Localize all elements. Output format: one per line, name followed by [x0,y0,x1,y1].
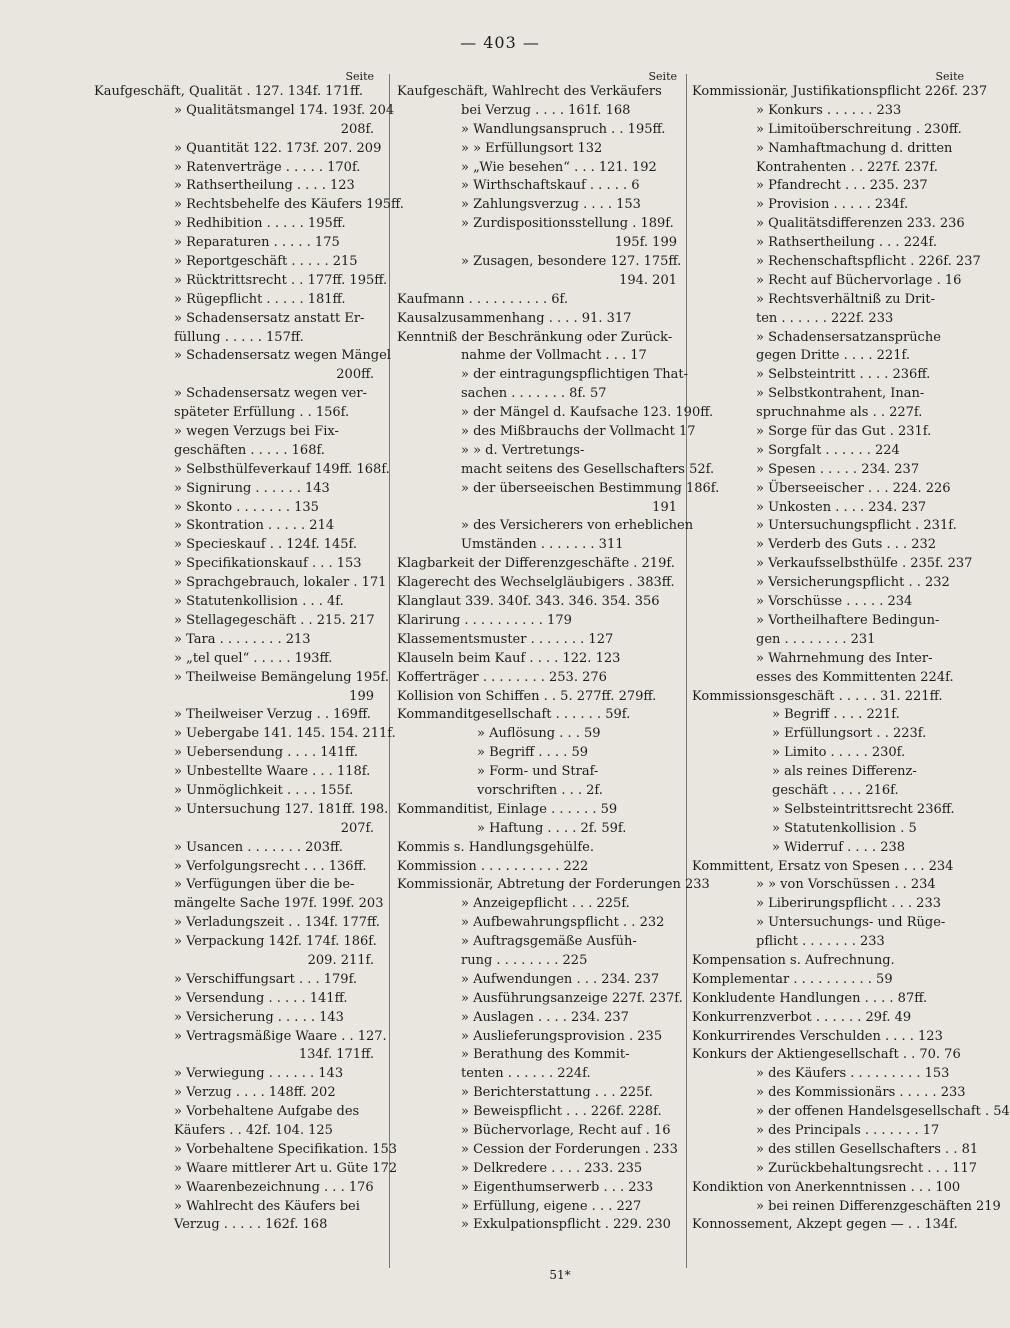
index-entry: Kommissionsgeschäft . . . . . 31. 221ff. [692,688,943,704]
index-entry: » Aufwendungen . . . 234. 237 [461,971,660,987]
index-entry: füllung . . . . . 157ff. [174,329,304,345]
column-divider [686,74,687,1268]
index-entry: » Selbsthülfeverkauf 149ff. 168f. [174,461,390,477]
index-entry: späteter Erfüllung . . 156f. [174,405,350,421]
index-entry: » Verwiegung . . . . . . 143 [174,1066,344,1082]
index-entry: Kommissionär, Abtretung der Forderungen 233 [397,877,710,893]
index-entry: rung . . . . . . . . 225 [461,952,588,968]
index-entry: » des Principals . . . . . . . 17 [756,1122,940,1138]
index-entry: Kommis s. Handlungsgehülfe. [397,839,594,855]
index-entry: » Pfandrecht . . . 235. 237 [756,178,928,194]
index-entry: Kontrahenten . . 227f. 237f. [756,159,938,175]
index-entry: » Zurückbehaltungsrecht . . . 117 [756,1160,978,1176]
index-entry: » Verfolgungsrecht . . . 136ff. [174,858,367,874]
index-entry: » Auflösung . . . 59 [477,726,601,742]
index-entry: Klanglaut 339. 340f. 343. 346. 354. 356 [397,594,660,610]
index-entry: geschäft . . . . 216f. [772,782,899,798]
index-entry: » Unbestellte Waare . . . 118f. [174,764,371,780]
index-entry: » Überseeischer . . . 224. 226 [756,480,951,496]
index-entry: » Untersuchung 127. 181ff. 198. [174,801,389,817]
index-entry: » Verfügungen über die be- [174,877,355,893]
index-entry: geschäften . . . . . 168f. [174,442,325,458]
index-entry: » » Erfüllungsort 132 [461,140,603,156]
index-entry: Kommanditgesellschaft . . . . . . 59f. [397,707,631,723]
seite-header: Seite [648,70,677,83]
index-entry: » Rücktrittsrecht . . 177ff. 195ff. [174,272,388,288]
index-entry: gegen Dritte . . . . 221f. [756,348,910,364]
index-entry: » Provision . . . . . 234f. [756,197,909,213]
index-entry: » Theilweise Bemängelung 195f. [174,669,389,685]
index-entry: » Wahlrecht des Käufers bei [174,1198,360,1214]
index-entry: » Statutenkollision . . . 4f. [174,594,344,610]
index-entry: » wegen Verzugs bei Fix- [174,424,339,440]
index-entry: » Cession der Forderungen . 233 [461,1141,678,1157]
index-entry: gen . . . . . . . . 231 [756,631,876,647]
index-column-2 [397,70,720,1288]
index-entry: » Selbsteintritt . . . . 236ff. [756,367,931,383]
index-entry: » Schadensersatz anstatt Er- [174,310,365,326]
index-entry: 199 [349,688,374,704]
index-entry: » Uebersendung . . . . 141ff. [174,745,358,761]
index-entry: 200ff. [336,367,374,383]
index-entry: esses des Kommittenten 224f. [756,669,954,685]
index-entry: macht seitens des Gesellschafters 52f. [461,461,715,477]
index-entry: » Auslagen . . . . 234. 237 [461,1009,629,1025]
index-entry: » Ratenverträge . . . . . 170f. [174,159,361,175]
index-entry: » als reines Differenz- [772,764,917,780]
index-column-1 [94,70,404,1288]
index-entry: » Wirthschaftskauf . . . . . 6 [461,178,640,194]
column-divider [389,74,390,1268]
index-column-3 [692,70,1010,1288]
index-entry: » Vertragsmäßige Waare . . 127. [174,1028,387,1044]
index-entry: » des Käufers . . . . . . . . . 153 [756,1066,950,1082]
index-entry: » Verzug . . . . 148ff. 202 [174,1085,336,1101]
index-entry: 208f. [340,121,374,137]
index-entry: » Ausführungsanzeige 227f. 237f. [461,990,683,1006]
index-entry: » „tel quel“ . . . . . 193ff. [174,650,333,666]
index-entry: 209. 211f. [307,952,374,968]
index-entry: 194. 201 [619,272,677,288]
index-entry: » Reparaturen . . . . . 175 [174,235,340,251]
index-entry: bei Verzug . . . . 161f. 168 [461,102,631,118]
index-entry: » Rathsertheilung . . . . 123 [174,178,355,194]
index-entry: » Waare mittlerer Art u. Güte 172 [174,1160,398,1176]
index-entry: vorschriften . . . 2f. [477,782,603,798]
index-entry: » Erfüllungsort . . 223f. [772,726,927,742]
index-entry: » Versicherungspflicht . . 232 [756,575,950,591]
index-entry: Konkludente Handlungen . . . . 87ff. [692,990,928,1006]
index-entry: » Specifikationskauf . . . 153 [174,556,362,572]
index-entry: Komplementar . . . . . . . . . . 59 [692,971,893,987]
index-entry: ten . . . . . . 222f. 233 [756,310,894,326]
index-entry: » » von Vorschüssen . . 234 [756,877,936,893]
index-entry: » Theilweiser Verzug . . 169ff. [174,707,371,723]
index-entry: » Rechtsbehelfe des Käufers 195ff. [174,197,404,213]
index-entry: » Wahrnehmung des Inter- [756,650,933,666]
index-entry: Kenntniß der Beschränkung oder Zurück- [397,329,673,345]
index-entry: » Begriff . . . . 59 [477,745,588,761]
index-entry: » Untersuchungspflicht . 231f. [756,518,957,534]
index-entry: 207f. [340,820,374,836]
index-entry: » Haftung . . . . 2f. 59f. [477,820,627,836]
index-entry: » Sorgfalt . . . . . . 224 [756,442,900,458]
index-entry: pflicht . . . . . . . 233 [756,934,885,950]
index-entry: » Rügepflicht . . . . . 181ff. [174,291,346,307]
index-entry: Kommissionär, Justifikationspflicht 226f. 237 [692,84,988,99]
index-entry: Kausalzusammenhang . . . . 91. 317 [397,310,632,326]
index-entry: » Schadensersatz wegen ver- [174,386,367,402]
index-entry: Käufers . . 42f. 104. 125 [174,1122,333,1138]
index-entry: » des stillen Gesellschafters . . 81 [756,1141,979,1157]
seite-header: Seite [345,70,374,83]
index-entry: » Skontration . . . . . 214 [174,518,335,534]
index-entry: » der überseeischen Bestimmung 186f. [461,480,720,496]
index-entry: » Qualitätsmangel 174. 193f. 204 [174,102,395,118]
index-entry: » Vorbehaltene Specifikation. 153 [174,1141,398,1157]
index-entry: Umständen . . . . . . . 311 [461,537,624,553]
index-entry: » Limito . . . . . 230f. [772,745,906,761]
index-entry: » der Mängel d. Kaufsache 123. 190ff. [461,405,714,421]
index-entry: » Limitoüberschreitung . 230ff. [756,121,962,137]
index-entry: nahme der Vollmacht . . . 17 [461,348,647,364]
index-entry: Kollision von Schiffen . . 5. 277ff. 279ff. [397,688,657,704]
index-entry: 195f. 199 [614,235,677,251]
index-entry: » Waarenbezeichnung . . . 176 [174,1179,374,1195]
index-entry: » Rathsertheilung . . . 224f. [756,235,937,251]
index-entry: » Berichterstattung . . . 225f. [461,1085,653,1101]
page-footer: 51* [549,1268,571,1282]
index-entry: » Selbsteintrittsrecht 236ff. [772,801,955,817]
index-entry: » Begriff . . . . 221f. [772,707,900,723]
index-entry: » Redhibition . . . . . 195ff. [174,216,346,232]
index-entry: Kommittent, Ersatz von Spesen . . . 234 [692,858,954,874]
index-entry: » Rechtsverhältniß zu Drit- [756,291,935,307]
index-entry: » Vorschüsse . . . . . 234 [756,594,913,610]
index-entry: Kommission . . . . . . . . . . 222 [397,858,589,874]
index-entry: » Skonto . . . . . . . 135 [174,499,319,515]
seite-header: Seite [935,70,964,83]
index-entry: » Zahlungsverzug . . . . 153 [461,197,641,213]
index-entry: » Exkulpationspflicht . 229. 230 [461,1217,671,1233]
index-entry: » Zusagen, besondere 127. 175ff. [461,254,682,270]
index-entry: tenten . . . . . . 224f. [461,1066,591,1082]
index-entry: » Signirung . . . . . . 143 [174,480,330,496]
index-entry: » Unkosten . . . . 234. 237 [756,499,927,515]
index-entry: Kompensation s. Aufrechnung. [692,952,895,968]
index-entry: » Specieskauf . . 124f. 145f. [174,537,358,553]
index-entry: » Tara . . . . . . . . 213 [174,631,311,647]
index-entry: mängelte Sache 197f. 199f. 203 [174,896,384,912]
index-entry: » Recht auf Büchervorlage . 16 [756,272,962,288]
index-entry: » Versendung . . . . . 141ff. [174,990,348,1006]
index-entry: sachen . . . . . . . 8f. 57 [461,386,607,402]
index-entry: » Verschiffungsart . . . 179f. [174,971,358,987]
index-entry: » Erfüllung, eigene . . . 227 [461,1198,642,1214]
index-entry: 134f. 171ff. [298,1047,374,1063]
index-entry: » Qualitätsdifferenzen 233. 236 [756,216,965,232]
index-entry: » Wandlungsanspruch . . 195ff. [461,121,666,137]
index-entry: » Stellagegeschäft . . 215. 217 [174,612,375,628]
index-entry: » Vortheilhaftere Bedingun- [756,612,940,628]
index-entry: Konkurrenzverbot . . . . . . 29f. 49 [692,1009,912,1025]
index-entry: » Widerruf . . . . 238 [772,839,906,855]
index-entry: » Beweispflicht . . . 226f. 228f. [461,1104,662,1120]
index-entry: Klassementsmuster . . . . . . . 127 [397,631,614,647]
index-entry: Kaufgeschäft, Wahlrecht des Verkäufers [397,84,662,99]
index-entry: » Auftragsgemäße Ausfüh- [461,934,637,950]
index-entry: » der eintragungspflichtigen That- [461,367,689,383]
index-entry: » Rechenschaftspflicht . 226f. 237 [756,254,981,270]
index-entry: Kondiktion von Anerkenntnissen . . . 100 [692,1179,961,1195]
index-entry: » Anzeigepflicht . . . 225f. [461,896,630,912]
index-entry: » Usancen . . . . . . . 203ff. [174,839,343,855]
index-entry: Kaufmann . . . . . . . . . . 6f. [397,291,568,307]
index-entry: » Sorge für das Gut . 231f. [756,424,932,440]
index-entry: spruchnahme als . . 227f. [756,405,923,421]
index-entry: » Delkredere . . . . 233. 235 [461,1160,643,1176]
index-entry: » Schadensersatzansprüche [756,329,941,345]
index-entry: » Eigenthumserwerb . . . 233 [461,1179,654,1195]
index-entry: » Berathung des Kommit- [461,1047,630,1063]
index-entry: » » d. Vertretungs- [461,442,585,458]
index-entry: » des Versicherers von erheblichen [461,518,694,534]
index-entry: » „Wie besehen“ . . . 121. 192 [461,159,657,175]
index-entry: » Verpackung 142f. 174f. 186f. [174,934,377,950]
index-entry: » Vorbehaltene Aufgabe des [174,1104,360,1120]
index-entry: » Namhaftmachung d. dritten [756,140,953,156]
index-entry: Konkurs der Aktiengesellschaft . . 70. 76 [692,1047,961,1063]
index-entry: » der offenen Handelsgesellschaft . 54 [756,1104,1010,1120]
index-entry: » Verladungszeit . . 134f. 177ff. [174,915,380,931]
index-entry: Kaufgeschäft, Qualität . 127. 134f. 171ff. [94,84,363,99]
index-entry: Klauseln beim Kauf . . . . 122. 123 [397,650,621,666]
index-entry: » Verkaufsselbsthülfe . 235f. 237 [756,556,973,572]
index-entry: Klagerecht des Wechselgläubigers . 383ff. [397,575,675,591]
index-entry: Konnossement, Akzept gegen — . . 134f. [692,1217,958,1233]
index-entry: Verzug . . . . . 162f. 168 [174,1217,328,1233]
index-entry: » Auslieferungsprovision . 235 [461,1028,663,1044]
index-entry: » Reportgeschäft . . . . . 215 [174,254,358,270]
index-entry: » Verderb des Guts . . . 232 [756,537,937,553]
index-entry: Kofferträger . . . . . . . . 253. 276 [397,669,607,685]
index-entry: » Quantität 122. 173f. 207. 209 [174,140,382,156]
index-entry: » bei reinen Differenzgeschäften 219 [756,1198,1001,1214]
index-entry: » des Kommissionärs . . . . . 233 [756,1085,966,1101]
index-entry: » Untersuchungs- und Rüge- [756,915,946,931]
index-entry: » Statutenkollision . 5 [772,820,917,836]
index-entry: » Uebergabe 141. 145. 154. 211f. [174,726,396,742]
index-entry: » Unmöglichkeit . . . . 155f. [174,782,354,798]
index-entry: Konkurrirendes Verschulden . . . . 123 [692,1028,943,1044]
index-entry: » Zurdispositionsstellung . 189f. [461,216,674,232]
index-entry: » Aufbewahrungspflicht . . 232 [461,915,665,931]
index-entry: » Konkurs . . . . . . 233 [756,102,902,118]
index-entry: » Selbstkontrahent, Inan- [756,386,925,402]
index-entry: » Schadensersatz wegen Mängel [174,348,391,364]
page-number: — 403 — [460,33,540,52]
index-entry: » Büchervorlage, Recht auf . 16 [461,1122,671,1138]
index-entry: 191 [652,499,677,515]
index-entry: Klarirung . . . . . . . . . . 179 [397,612,572,628]
index-entry: Kommanditist, Einlage . . . . . . 59 [397,801,618,817]
index-entry: » Sprachgebrauch, lokaler . 171 [174,575,387,591]
index-entry: » des Mißbrauchs der Vollmacht 17 [461,424,696,440]
index-entry: » Liberirungspflicht . . . 233 [756,896,941,912]
index-entry: » Versicherung . . . . . 143 [174,1009,344,1025]
index-entry: » Form- und Straf- [477,764,599,780]
index-entry: » Spesen . . . . . 234. 237 [756,461,920,477]
index-entry: Klagbarkeit der Differenzgeschäfte . 219f. [397,556,675,572]
